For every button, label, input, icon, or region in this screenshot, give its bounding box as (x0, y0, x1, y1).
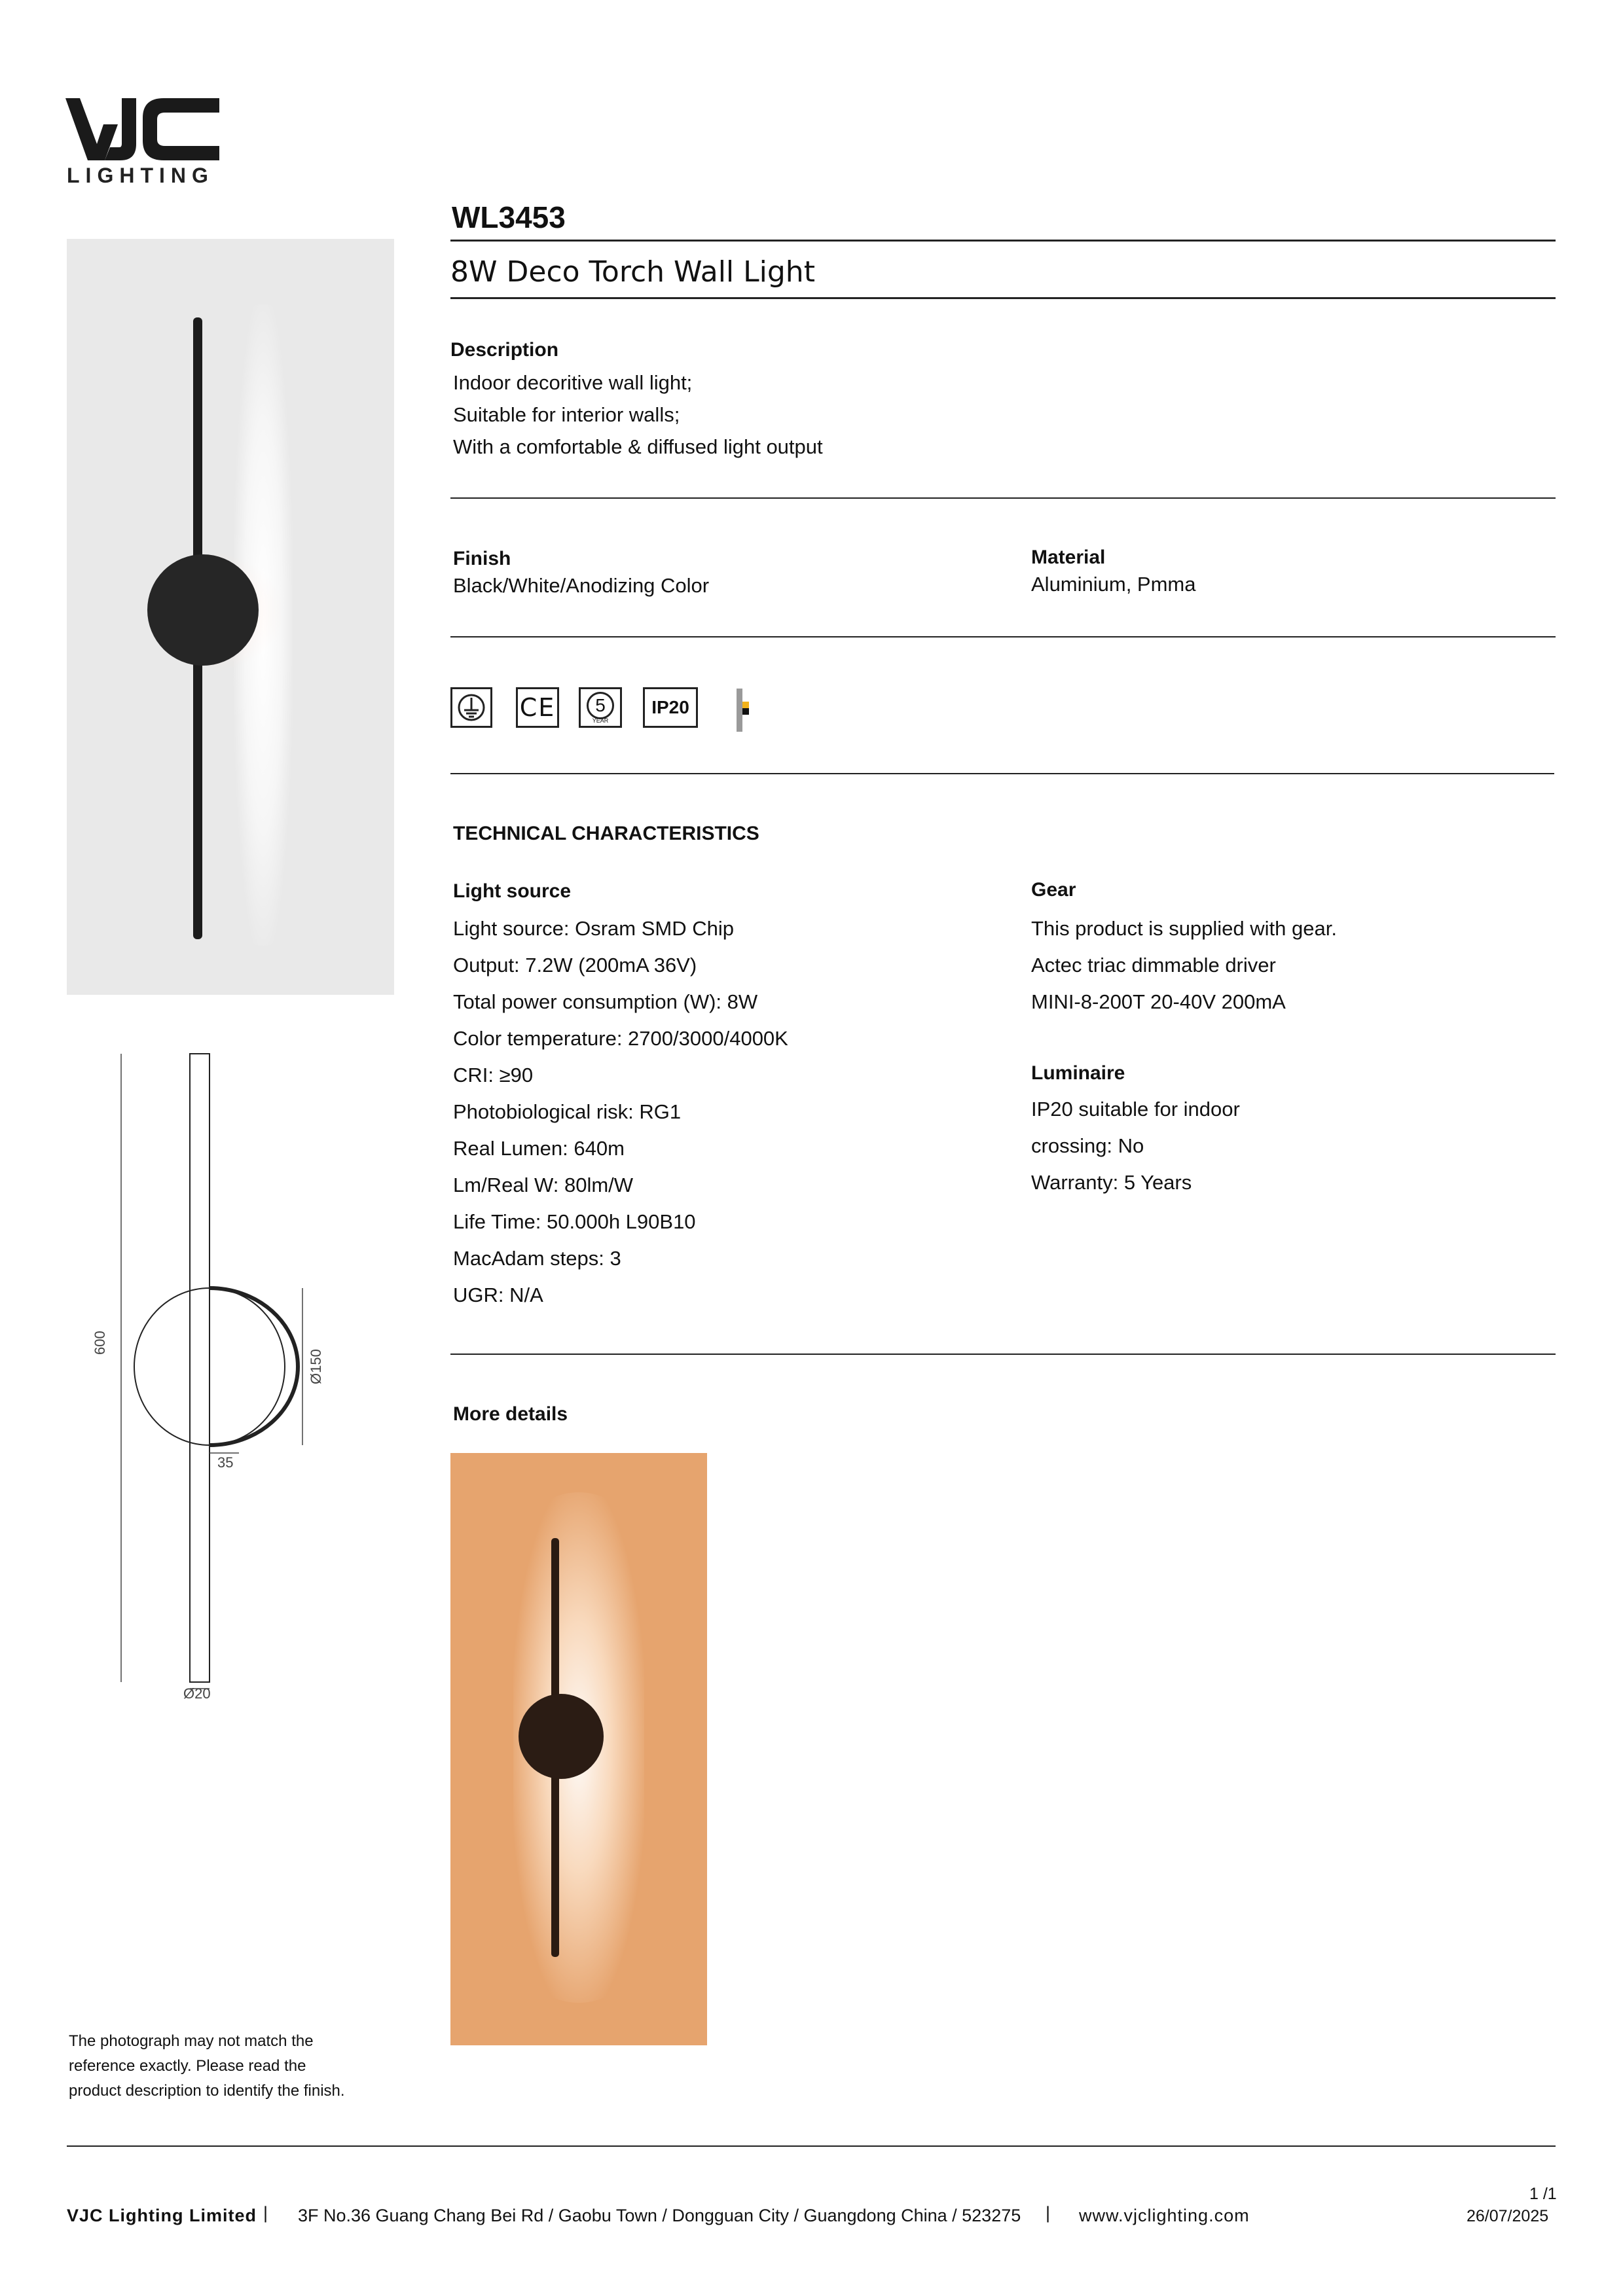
luminaire-list (1031, 1091, 1240, 1201)
light-source-list (453, 910, 788, 1314)
material-value: Aluminium, Pmma (1031, 573, 1196, 596)
dim-disc-diameter: Ø150 (308, 1349, 324, 1384)
luminaire-heading: Luminaire (1031, 1062, 1125, 1084)
material-heading: Material (1031, 547, 1106, 568)
dim-rod-diameter: Ø20 (183, 1685, 211, 1702)
list-item: Real Lumen: 640m (453, 1137, 625, 1160)
footer-address: 3F No.36 Guang Chang Bei Rd / Gaobu Town / Dongguan City / Guangdong China / 523275 (298, 2206, 1021, 2225)
gear-heading: Gear (1031, 879, 1076, 901)
footer-separator: | (1046, 2203, 1051, 2223)
page-number: 1 /1 (1529, 2185, 1557, 2203)
list-item: Light source: Osram SMD Chip (453, 917, 734, 940)
list-item: UGR: N/A (453, 1283, 543, 1306)
detail-photo (450, 1453, 707, 2045)
more-details-heading: More details (453, 1403, 568, 1425)
finish-value: Black/White/Anodizing Color (453, 574, 710, 597)
finish-heading: Finish (453, 548, 511, 569)
photo-note: The photograph may not match the reference exactly. Please read the product description to identify the finish. (69, 2032, 345, 2100)
product-code: WL3453 (452, 200, 566, 234)
list-item: Life Time: 50.000h L90B10 (453, 1210, 696, 1233)
dim-height: 600 (92, 1331, 108, 1355)
dimmable-icon (735, 689, 752, 735)
list-item: Lm/Real W: 80lm/W (453, 1174, 634, 1196)
list-item: MacAdam steps: 3 (453, 1247, 621, 1270)
gear-list (1031, 910, 1337, 1020)
technical-drawing (85, 1041, 380, 1712)
technical-heading: TECHNICAL CHARACTERISTICS (453, 823, 759, 844)
list-item: Photobiological risk: RG1 (453, 1100, 682, 1123)
brand-tagline: LIGHTING (67, 164, 214, 187)
list-item: Actec triac dimmable driver (1031, 954, 1276, 977)
footer-website[interactable]: www.vjclighting.com (1079, 2206, 1250, 2225)
product-photo (67, 239, 394, 995)
footer-date: 26/07/2025 (1467, 2207, 1549, 2225)
list-item: CRI: ≥90 (453, 1064, 534, 1086)
earth-class-icon (450, 687, 492, 728)
list-item: Output: 7.2W (200mA 36V) (453, 954, 697, 977)
list-item: MINI-8-200T 20-40V 200mA (1031, 990, 1286, 1013)
list-item: This product is supplied with gear. (1031, 917, 1337, 940)
brand-logo (65, 98, 219, 164)
ip-rating-icon: IP20 (643, 687, 698, 728)
footer-separator: | (263, 2203, 268, 2223)
list-item: Total power consumption (W): 8W (453, 990, 758, 1013)
description-heading: Description (450, 339, 559, 361)
footer-company: VJC Lighting Limited (67, 2206, 257, 2225)
dim-depth: 35 (217, 1454, 234, 1471)
list-item: IP20 suitable for indoor (1031, 1098, 1240, 1121)
ce-mark-icon: CE (516, 687, 559, 728)
description-body: Indoor decoritive wall light; Suitable for interior walls; With a comfortable & diffused light output (453, 371, 823, 458)
list-item: crossing: No (1031, 1134, 1144, 1157)
product-title: 8W Deco Torch Wall Light (450, 255, 815, 289)
warranty-icon: 5 YEAR (579, 687, 622, 728)
light-source-heading: Light source (453, 880, 572, 902)
vjc-logo-icon (65, 98, 219, 160)
list-item: Color temperature: 2700/3000/4000K (453, 1027, 788, 1050)
list-item: Warranty: 5 Years (1031, 1171, 1192, 1194)
